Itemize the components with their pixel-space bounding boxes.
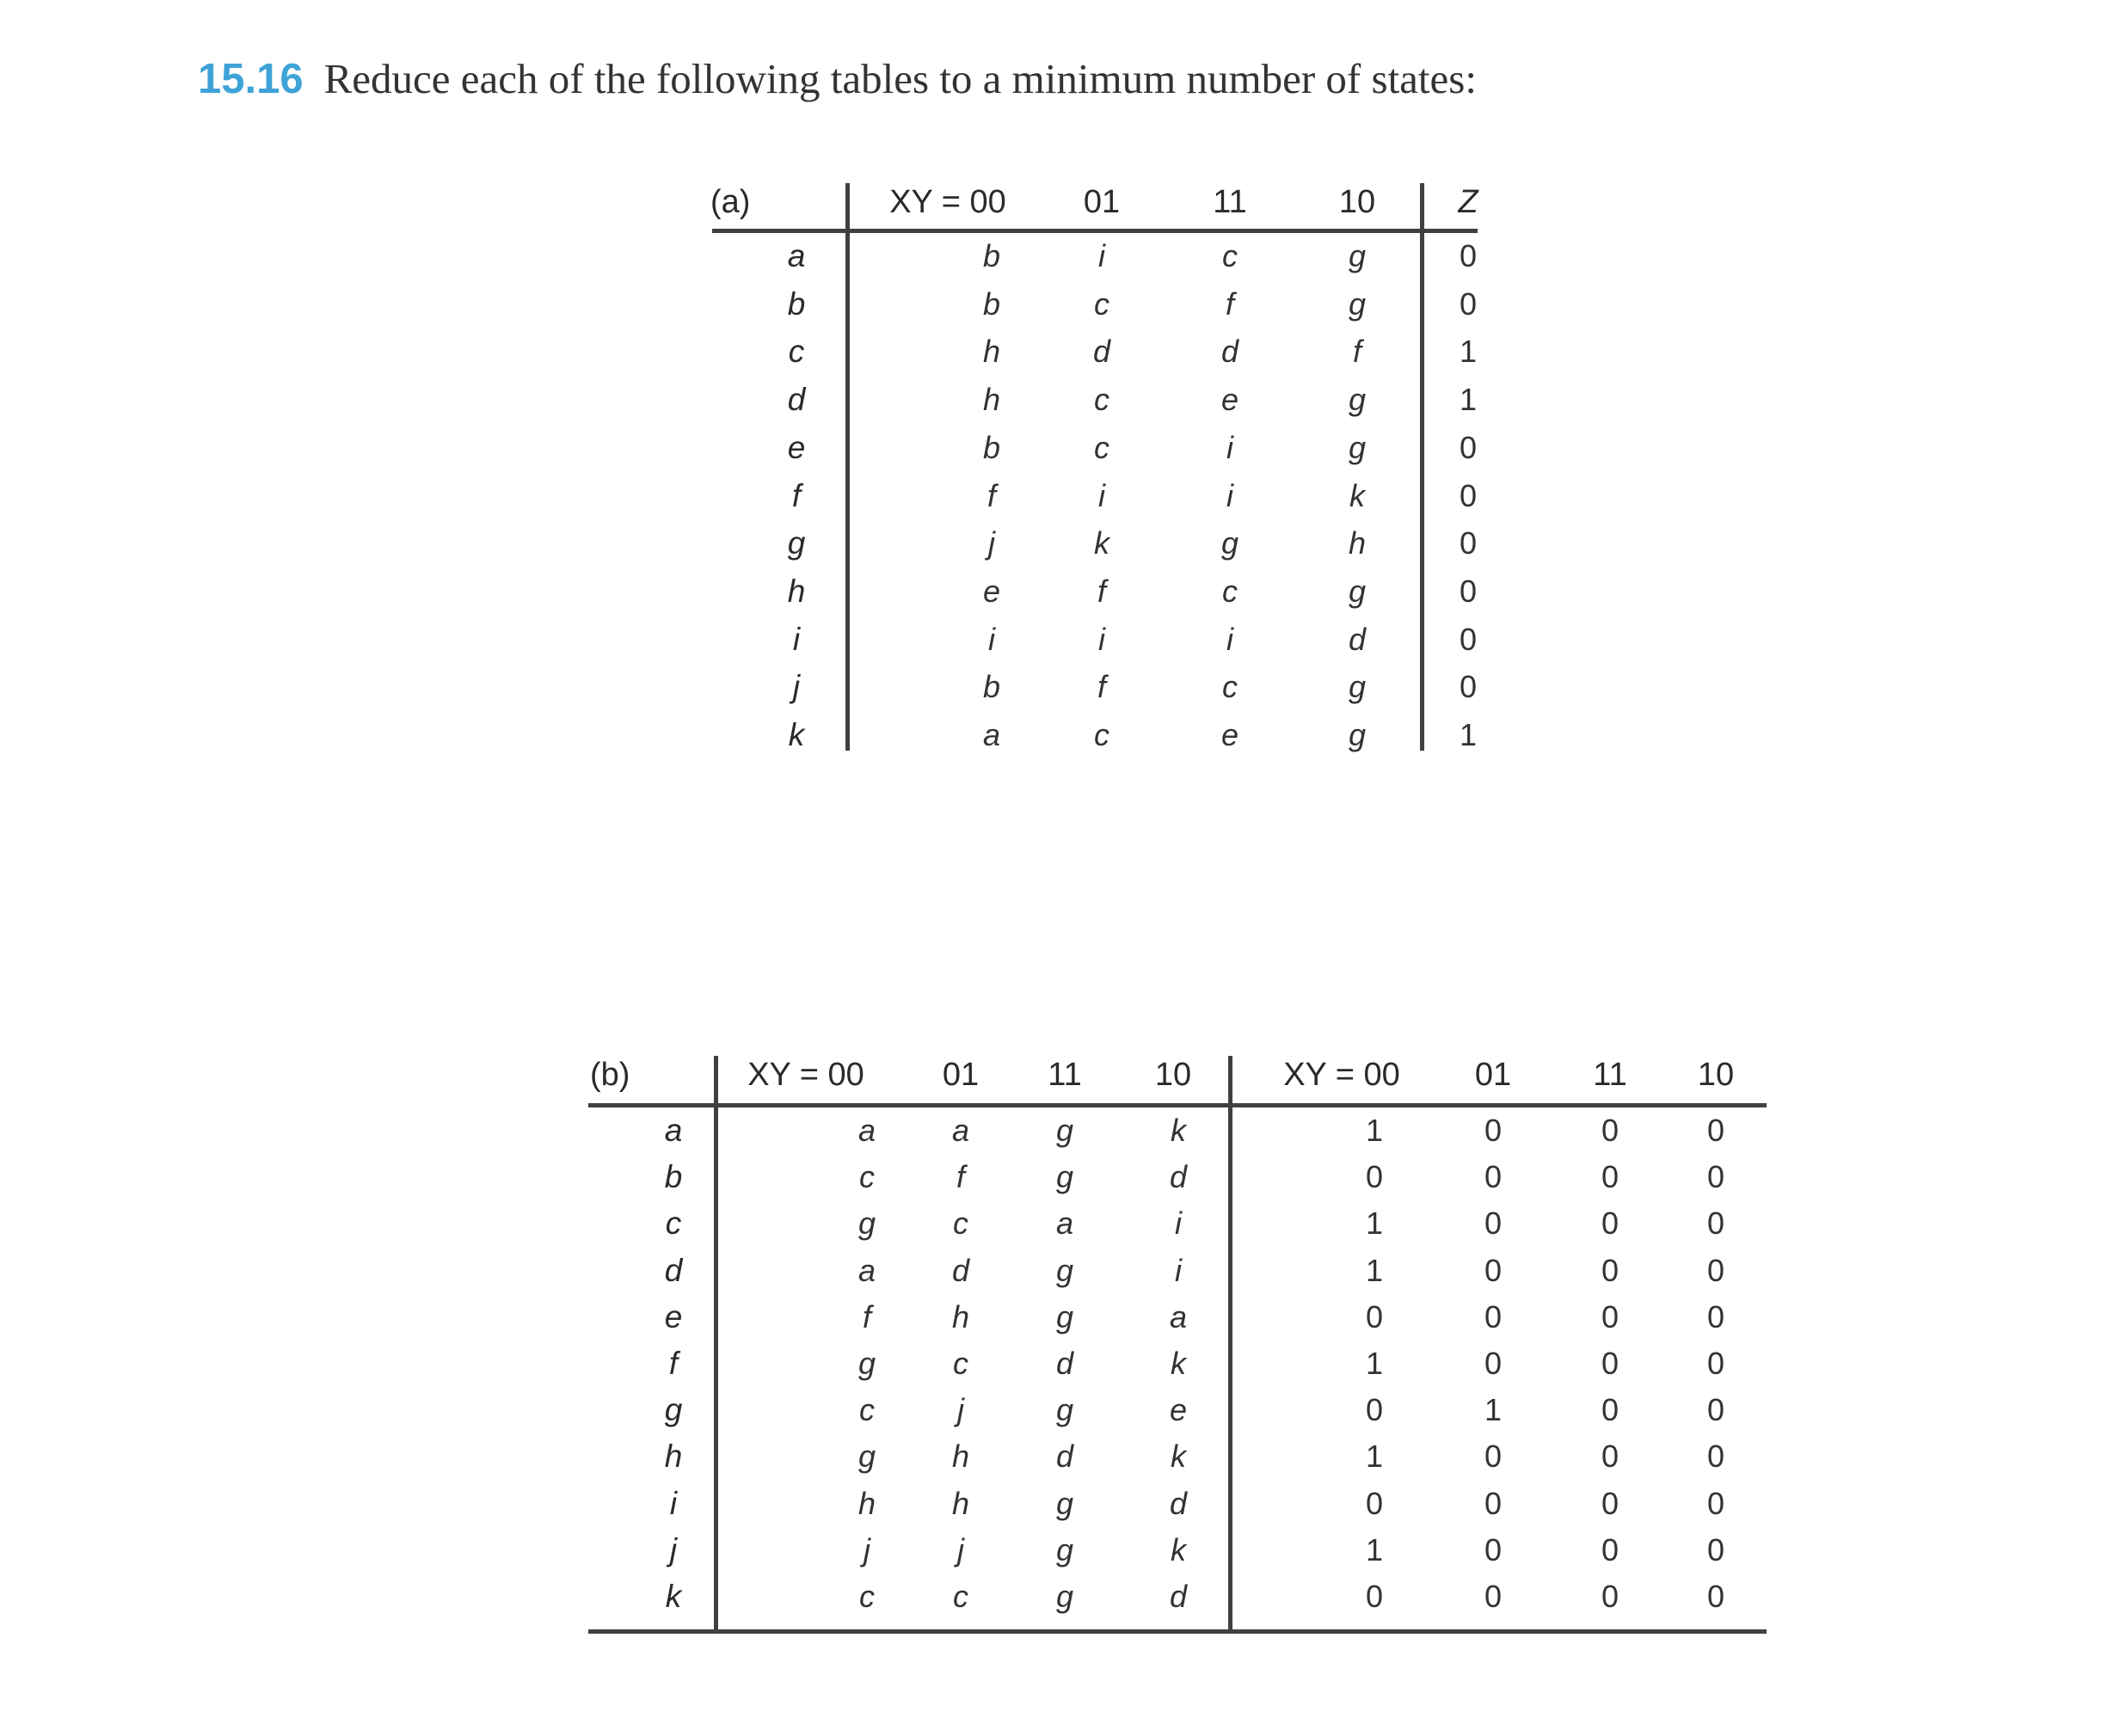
table-b-output-cell: 0 xyxy=(1706,1392,1725,1427)
table-a-next-state-cell: i xyxy=(1226,430,1233,465)
table-a-state-label: k xyxy=(788,717,805,752)
table-b-next-state-cell: j xyxy=(957,1392,964,1427)
table-b-output-cell: 0 xyxy=(1365,1299,1384,1334)
table-b-output-cell: 0 xyxy=(1601,1392,1620,1427)
table-a-next-state-cell: g xyxy=(1348,382,1367,417)
table-b-next-state-cell: d xyxy=(1055,1346,1074,1381)
table-a-next-state-cell: c xyxy=(1222,574,1238,609)
table-a-next-state-cell: g xyxy=(1220,525,1239,561)
table-a-output-cell: 0 xyxy=(1459,238,1478,273)
table-b-output-cell: 0 xyxy=(1706,1532,1725,1567)
table-a-next-state-cell: i xyxy=(1098,478,1105,513)
table-b-next-state-cell: a xyxy=(951,1113,970,1148)
table-a-output-cell: 0 xyxy=(1459,622,1478,657)
table-b-output-cell: 0 xyxy=(1484,1299,1503,1334)
table-a-next-state-cell: b xyxy=(982,286,1001,322)
table-a-next-state-cell: c xyxy=(1094,286,1109,322)
table-a-next-state-cell: i xyxy=(1226,478,1233,513)
table-a-next-state-cell: c xyxy=(1222,669,1238,704)
table-b-output-cell: 0 xyxy=(1484,1532,1503,1567)
table-b-output-cell: 0 xyxy=(1706,1438,1725,1474)
table-b-state-label: f xyxy=(668,1346,679,1381)
table-b-output-cell: 0 xyxy=(1365,1159,1384,1194)
table-b-state-divider xyxy=(714,1056,718,1632)
table-a-state-label: f xyxy=(791,478,802,513)
table-b-next-state-cell: f xyxy=(956,1159,966,1194)
table-b-input-header: 11 xyxy=(1048,1057,1082,1093)
table-b-next-state-cell: g xyxy=(1055,1392,1074,1427)
table-a-next-state-cell: c xyxy=(1094,382,1109,417)
table-a-state-label: j xyxy=(792,669,801,704)
table-a-output-cell: 1 xyxy=(1459,717,1478,752)
table-b-output-cell: 1 xyxy=(1365,1253,1384,1288)
table-b-next-state-cell: c xyxy=(953,1346,968,1381)
table-a-next-state-cell: g xyxy=(1348,717,1367,752)
table-b-next-state-cell: g xyxy=(1055,1299,1074,1334)
table-a-output-cell: 0 xyxy=(1459,574,1478,609)
table-b-output-cell: 0 xyxy=(1365,1486,1384,1521)
table-b-output-cell: 0 xyxy=(1706,1346,1725,1381)
table-a-next-state-cell: i xyxy=(1098,622,1105,657)
table-a-next-state-cell: b xyxy=(982,430,1001,465)
table-b-header-rule xyxy=(588,1103,1767,1107)
table-b-next-state-cell: g xyxy=(857,1438,876,1474)
table-b-output-cell: 0 xyxy=(1601,1253,1620,1288)
table-b-input-header: XY = 00 xyxy=(747,1057,864,1093)
table-a-next-state-cell: e xyxy=(1220,717,1239,752)
table-b-next-state-cell: i xyxy=(1175,1205,1182,1241)
table-a-next-state-cell: g xyxy=(1348,430,1367,465)
table-a-next-state-cell: i xyxy=(1098,238,1105,273)
table-b-next-state-cell: d xyxy=(1169,1579,1188,1614)
table-a-next-state-cell: d xyxy=(1220,334,1239,369)
table-a-next-state-cell: d xyxy=(1348,622,1367,657)
table-b-output-cell: 0 xyxy=(1601,1159,1620,1194)
table-b-output-header: XY = 00 xyxy=(1283,1057,1400,1093)
table-b-next-state-cell: g xyxy=(1055,1113,1074,1148)
table-a-output-cell: 0 xyxy=(1459,286,1478,322)
table-b-next-state-cell: k xyxy=(1171,1438,1186,1474)
table-b-output-header: 01 xyxy=(1474,1057,1512,1093)
table-a-next-state-cell: i xyxy=(988,622,995,657)
table-b-output-cell: 1 xyxy=(1365,1438,1384,1474)
table-a-input-header: 01 xyxy=(1083,184,1121,220)
table-a-next-state-cell: c xyxy=(1094,430,1109,465)
table-a-input-header: 10 xyxy=(1338,184,1376,220)
table-a-next-state-cell: c xyxy=(1094,717,1109,752)
table-a-input-header: 11 xyxy=(1213,184,1247,220)
table-b-state-label: k xyxy=(665,1579,682,1614)
table-a-output-cell: 0 xyxy=(1459,430,1478,465)
table-b-output-cell: 0 xyxy=(1601,1299,1620,1334)
table-b-output-divider xyxy=(1228,1056,1232,1632)
table-b-state-label: c xyxy=(665,1205,682,1241)
table-b-next-state-cell: d xyxy=(1055,1438,1074,1474)
table-a-next-state-cell: e xyxy=(1220,382,1239,417)
table-a-input-header: XY = 00 xyxy=(889,184,1006,220)
table-a-next-state-cell: b xyxy=(982,238,1001,273)
table-a-next-state-cell: f xyxy=(1097,574,1107,609)
table-b-output-cell: 0 xyxy=(1484,1438,1503,1474)
table-a-next-state-cell: h xyxy=(1348,525,1367,561)
problem-number: 15.16 xyxy=(198,56,304,102)
table-b-output-cell: 1 xyxy=(1365,1113,1384,1148)
table-b-next-state-cell: j xyxy=(957,1532,964,1567)
table-b-output-cell: 0 xyxy=(1365,1579,1384,1614)
table-a-next-state-cell: k xyxy=(1094,525,1109,561)
table-b-output-cell: 0 xyxy=(1365,1392,1384,1427)
table-a-output-cell: 1 xyxy=(1459,334,1478,369)
table-b-next-state-cell: d xyxy=(1169,1159,1188,1194)
table-a-output-header: Z xyxy=(1458,184,1478,220)
table-b-output-cell: 0 xyxy=(1601,1346,1620,1381)
table-a-next-state-cell: g xyxy=(1348,238,1367,273)
table-b-output-cell: 0 xyxy=(1706,1299,1725,1334)
table-b-output-cell: 0 xyxy=(1601,1579,1620,1614)
table-a-next-state-cell: i xyxy=(1226,622,1233,657)
table-a-state-label: i xyxy=(792,622,801,657)
table-b-next-state-cell: e xyxy=(1169,1392,1188,1427)
table-b-state-label: a xyxy=(664,1113,683,1148)
table-b-state-label: j xyxy=(669,1532,678,1567)
table-b-state-label: b xyxy=(664,1159,683,1194)
table-b-next-state-cell: g xyxy=(1055,1579,1074,1614)
table-b-output-cell: 1 xyxy=(1484,1392,1503,1427)
table-b-next-state-cell: a xyxy=(1055,1205,1074,1241)
table-b-output-cell: 0 xyxy=(1484,1205,1503,1241)
table-a-state-label: g xyxy=(787,525,806,561)
table-a-state-label: a xyxy=(787,238,806,273)
table-a-next-state-cell: f xyxy=(1097,669,1107,704)
table-b-state-label: d xyxy=(664,1253,683,1288)
table-a-output-cell: 0 xyxy=(1459,669,1478,704)
table-b-output-cell: 1 xyxy=(1365,1346,1384,1381)
table-b-output-cell: 0 xyxy=(1706,1486,1725,1521)
table-b-state-label: e xyxy=(664,1299,683,1334)
table-a-next-state-cell: h xyxy=(982,334,1001,369)
table-b-state-label: i xyxy=(669,1486,678,1521)
table-b-state-label: g xyxy=(664,1392,683,1427)
table-b-next-state-cell: h xyxy=(857,1486,876,1521)
problem-statement: Reduce each of the following tables to a minimum number of states: xyxy=(323,55,1477,102)
table-a-next-state-cell: g xyxy=(1348,574,1367,609)
table-b-next-state-cell: h xyxy=(951,1486,970,1521)
table-b-next-state-cell: f xyxy=(862,1299,872,1334)
table-b-label: (b) xyxy=(590,1057,630,1093)
table-b-next-state-cell: c xyxy=(953,1205,968,1241)
table-b-bottom-rule xyxy=(588,1629,1767,1634)
table-b-output-cell: 0 xyxy=(1706,1253,1725,1288)
table-b-state-label: h xyxy=(664,1438,683,1474)
table-b-output-cell: 0 xyxy=(1484,1346,1503,1381)
table-a-output-cell: 0 xyxy=(1459,525,1478,561)
table-a-state-label: d xyxy=(787,382,806,417)
table-b-output-cell: 0 xyxy=(1601,1486,1620,1521)
table-b-output-cell: 0 xyxy=(1601,1532,1620,1567)
table-b-output-header: 10 xyxy=(1697,1057,1735,1093)
table-b-output-cell: 0 xyxy=(1706,1579,1725,1614)
table-a-next-state-cell: d xyxy=(1092,334,1111,369)
table-a-next-state-cell: f xyxy=(1225,286,1235,322)
table-b-input-header: 10 xyxy=(1154,1057,1192,1093)
table-b-next-state-cell: d xyxy=(1169,1486,1188,1521)
table-b-output-cell: 0 xyxy=(1484,1579,1503,1614)
table-a-state-label: e xyxy=(787,430,806,465)
table-a-next-state-cell: h xyxy=(982,382,1001,417)
table-b-output-cell: 0 xyxy=(1706,1205,1725,1241)
table-b-next-state-cell: k xyxy=(1171,1113,1186,1148)
table-b-next-state-cell: c xyxy=(859,1579,875,1614)
table-b-next-state-cell: h xyxy=(951,1299,970,1334)
table-b-output-cell: 0 xyxy=(1484,1113,1503,1148)
table-b-next-state-cell: c xyxy=(859,1159,875,1194)
table-b-output-cell: 0 xyxy=(1601,1438,1620,1474)
table-a-state-label: c xyxy=(788,334,805,369)
table-b-next-state-cell: a xyxy=(1169,1299,1188,1334)
table-b-next-state-cell: h xyxy=(951,1438,970,1474)
table-b-next-state-cell: g xyxy=(1055,1532,1074,1567)
table-b-output-header: 11 xyxy=(1593,1057,1627,1093)
table-a-label: (a) xyxy=(710,184,751,220)
table-b-next-state-cell: c xyxy=(859,1392,875,1427)
table-a-next-state-cell: e xyxy=(982,574,1001,609)
table-a-next-state-cell: k xyxy=(1349,478,1365,513)
table-a-next-state-cell: g xyxy=(1348,669,1367,704)
table-b-next-state-cell: k xyxy=(1171,1532,1186,1567)
table-b-output-cell: 0 xyxy=(1484,1486,1503,1521)
table-a-next-state-cell: c xyxy=(1222,238,1238,273)
table-a-state-label: h xyxy=(787,574,806,609)
table-b-next-state-cell: a xyxy=(857,1113,876,1148)
table-b-output-cell: 0 xyxy=(1601,1113,1620,1148)
table-b-next-state-cell: j xyxy=(864,1532,870,1567)
table-b-output-cell: 0 xyxy=(1601,1205,1620,1241)
table-b-next-state-cell: i xyxy=(1175,1253,1182,1288)
table-b-output-cell: 1 xyxy=(1365,1532,1384,1567)
table-b-next-state-cell: g xyxy=(857,1205,876,1241)
table-a-next-state-cell: g xyxy=(1348,286,1367,322)
table-b-next-state-cell: d xyxy=(951,1253,970,1288)
table-b-output-cell: 0 xyxy=(1484,1159,1503,1194)
table-a-output-cell: 0 xyxy=(1459,478,1478,513)
table-a-next-state-cell: f xyxy=(1352,334,1362,369)
table-b-next-state-cell: c xyxy=(953,1579,968,1614)
table-b-input-header: 01 xyxy=(942,1057,980,1093)
table-a-output-cell: 1 xyxy=(1459,382,1478,417)
table-b-next-state-cell: g xyxy=(1055,1159,1074,1194)
table-b-output-cell: 0 xyxy=(1706,1159,1725,1194)
table-a-next-state-cell: b xyxy=(982,669,1001,704)
table-b-output-cell: 0 xyxy=(1484,1253,1503,1288)
table-b-next-state-cell: a xyxy=(857,1253,876,1288)
table-b-output-cell: 1 xyxy=(1365,1205,1384,1241)
table-a-state-label: b xyxy=(787,286,806,322)
table-a-next-state-cell: j xyxy=(988,525,995,561)
table-b-next-state-cell: g xyxy=(1055,1253,1074,1288)
table-a-next-state-cell: a xyxy=(982,717,1001,752)
table-b-next-state-cell: g xyxy=(1055,1486,1074,1521)
table-b-next-state-cell: g xyxy=(857,1346,876,1381)
table-b-next-state-cell: k xyxy=(1171,1346,1186,1381)
table-b-output-cell: 0 xyxy=(1706,1113,1725,1148)
table-a-next-state-cell: f xyxy=(986,478,997,513)
